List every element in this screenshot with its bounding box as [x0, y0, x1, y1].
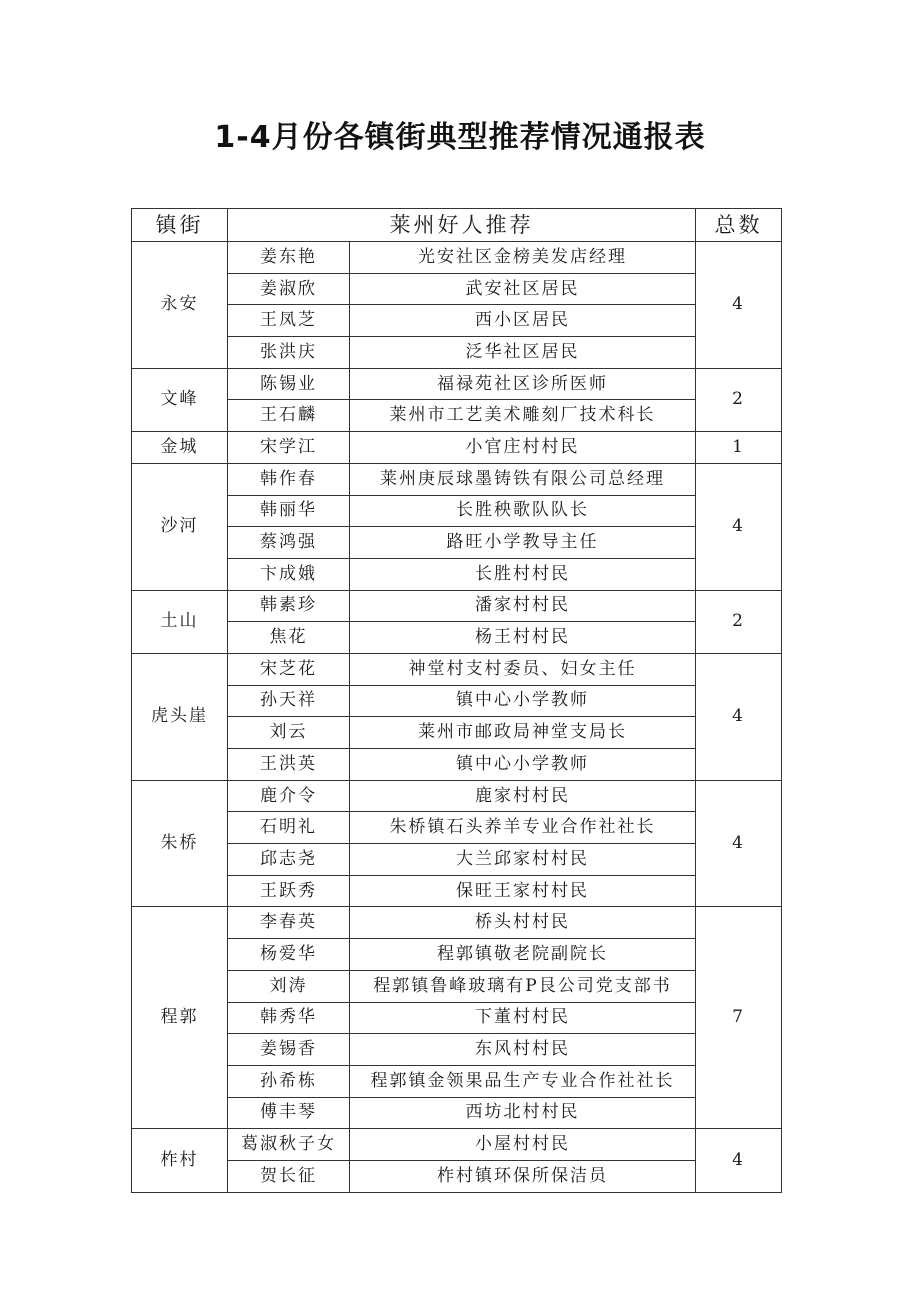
table-row: [132, 368, 782, 400]
table-row: [132, 558, 782, 590]
person-role-cell: 潘家村村民: [350, 590, 696, 622]
table-row: [132, 432, 782, 464]
table-row: [132, 844, 782, 876]
table-row: [132, 970, 782, 1002]
person-role-cell: 西小区居民: [350, 305, 696, 337]
person-name-cell: 陈锡业: [228, 368, 350, 400]
person-name-cell: 张洪庆: [228, 337, 350, 369]
person-role-cell: 下董村村民: [350, 1002, 696, 1034]
town-cell: 朱桥: [132, 780, 228, 907]
person-name-cell: 韩秀华: [228, 1002, 350, 1034]
table-row: [132, 1097, 782, 1129]
total-cell: 4: [696, 463, 782, 590]
person-name-cell: 贺长征: [228, 1160, 350, 1192]
person-name-cell: 鹿介令: [228, 780, 350, 812]
table-body: [132, 209, 782, 1193]
person-name-cell: 蔡鸿强: [228, 527, 350, 559]
header-total: 总数: [696, 209, 782, 242]
person-role-cell: 光安社区金榜美发店经理: [350, 242, 696, 274]
total-cell: 4: [696, 780, 782, 907]
person-role-cell: 鹿家村村民: [350, 780, 696, 812]
person-role-cell: 路旺小学教导主任: [350, 527, 696, 559]
table-row: [132, 907, 782, 939]
person-name-cell: 邱志尧: [228, 844, 350, 876]
person-role-cell: 大兰邱家村村民: [350, 844, 696, 876]
person-role-cell: 西坊北村村民: [350, 1097, 696, 1129]
table-row: [132, 273, 782, 305]
table-row: [132, 1002, 782, 1034]
person-role-cell: 程郭镇敬老院副院长: [350, 939, 696, 971]
person-name-cell: 卞成娥: [228, 558, 350, 590]
page-title: 1-4月份各镇街典型推荐情况通报表: [214, 120, 706, 155]
table-row: [132, 242, 782, 274]
person-name-cell: 王凤芝: [228, 305, 350, 337]
town-cell: 虎头崖: [132, 653, 228, 780]
table-row: [132, 685, 782, 717]
town-cell: 土山: [132, 590, 228, 653]
town-cell: 沙河: [132, 463, 228, 590]
person-role-cell: 小屋村村民: [350, 1129, 696, 1161]
total-cell: 4: [696, 242, 782, 369]
person-name-cell: 刘涛: [228, 970, 350, 1002]
person-role-cell: 镇中心小学教师: [350, 685, 696, 717]
total-cell: 1: [696, 432, 782, 464]
person-name-cell: 韩素珍: [228, 590, 350, 622]
person-name-cell: 姜锡香: [228, 1034, 350, 1066]
total-cell: 4: [696, 1129, 782, 1192]
table-row: [132, 400, 782, 432]
table-row: [132, 495, 782, 527]
person-role-cell: 东风村村民: [350, 1034, 696, 1066]
person-role-cell: 程郭镇鲁峰玻璃有P艮公司党支部书: [350, 970, 696, 1002]
person-name-cell: 焦花: [228, 622, 350, 654]
person-name-cell: 宋芝花: [228, 653, 350, 685]
table-row: [132, 1129, 782, 1161]
person-name-cell: 姜东艳: [228, 242, 350, 274]
person-name-cell: 石明礼: [228, 812, 350, 844]
town-cell: 永安: [132, 242, 228, 369]
person-name-cell: 傅丰琴: [228, 1097, 350, 1129]
table-row: [132, 780, 782, 812]
person-name-cell: 韩作春: [228, 463, 350, 495]
person-role-cell: 柞村镇环保所保洁员: [350, 1160, 696, 1192]
table-row: [132, 653, 782, 685]
table-row: [132, 527, 782, 559]
person-role-cell: 长胜秧歌队队长: [350, 495, 696, 527]
person-role-cell: 武安社区居民: [350, 273, 696, 305]
table-row: [132, 1160, 782, 1192]
header-row: [132, 209, 782, 242]
person-role-cell: 小官庄村村民: [350, 432, 696, 464]
person-name-cell: 王洪英: [228, 749, 350, 781]
person-name-cell: 宋学江: [228, 432, 350, 464]
table-row: [132, 1065, 782, 1097]
person-name-cell: 王石麟: [228, 400, 350, 432]
person-role-cell: 镇中心小学教师: [350, 749, 696, 781]
person-name-cell: 韩丽华: [228, 495, 350, 527]
total-cell: 2: [696, 368, 782, 431]
person-role-cell: 福禄苑社区诊所医师: [350, 368, 696, 400]
person-name-cell: 姜淑欣: [228, 273, 350, 305]
recommendation-table: [131, 208, 782, 1193]
person-name-cell: 刘云: [228, 717, 350, 749]
table-row: [132, 939, 782, 971]
person-role-cell: 杨王村村民: [350, 622, 696, 654]
total-cell: 4: [696, 653, 782, 780]
person-role-cell: 莱州市工艺美术雕刻厂技术科长: [350, 400, 696, 432]
town-cell: 金城: [132, 432, 228, 464]
table-row: [132, 717, 782, 749]
table-row: [132, 337, 782, 369]
table-row: [132, 463, 782, 495]
table-row: [132, 875, 782, 907]
total-cell: 2: [696, 590, 782, 653]
person-name-cell: 王跃秀: [228, 875, 350, 907]
person-name-cell: 杨爱华: [228, 939, 350, 971]
table-row: [132, 812, 782, 844]
header-town: 镇街: [132, 209, 228, 242]
table-row: [132, 622, 782, 654]
town-cell: 文峰: [132, 368, 228, 431]
town-cell: 柞村: [132, 1129, 228, 1192]
town-cell: 程郭: [132, 907, 228, 1129]
table-row: [132, 590, 782, 622]
header-recommend: 莱州好人推荐: [228, 209, 696, 242]
total-cell: 7: [696, 907, 782, 1129]
table-row: [132, 1034, 782, 1066]
person-role-cell: 泛华社区居民: [350, 337, 696, 369]
person-name-cell: 葛淑秋子女: [228, 1129, 350, 1161]
person-role-cell: 莱州庚辰球墨铸铁有限公司总经理: [350, 463, 696, 495]
person-role-cell: 桥头村村民: [350, 907, 696, 939]
person-role-cell: 朱桥镇石头养羊专业合作社社长: [350, 812, 696, 844]
person-name-cell: 孙天祥: [228, 685, 350, 717]
person-role-cell: 保旺王家村村民: [350, 875, 696, 907]
person-name-cell: 孙希栋: [228, 1065, 350, 1097]
person-role-cell: 程郭镇金领果品生产专业合作社社长: [350, 1065, 696, 1097]
table-row: [132, 749, 782, 781]
person-name-cell: 李春英: [228, 907, 350, 939]
person-role-cell: 神堂村支村委员、妇女主任: [350, 653, 696, 685]
person-role-cell: 莱州市邮政局神堂支局长: [350, 717, 696, 749]
table-row: [132, 305, 782, 337]
person-role-cell: 长胜村村民: [350, 558, 696, 590]
